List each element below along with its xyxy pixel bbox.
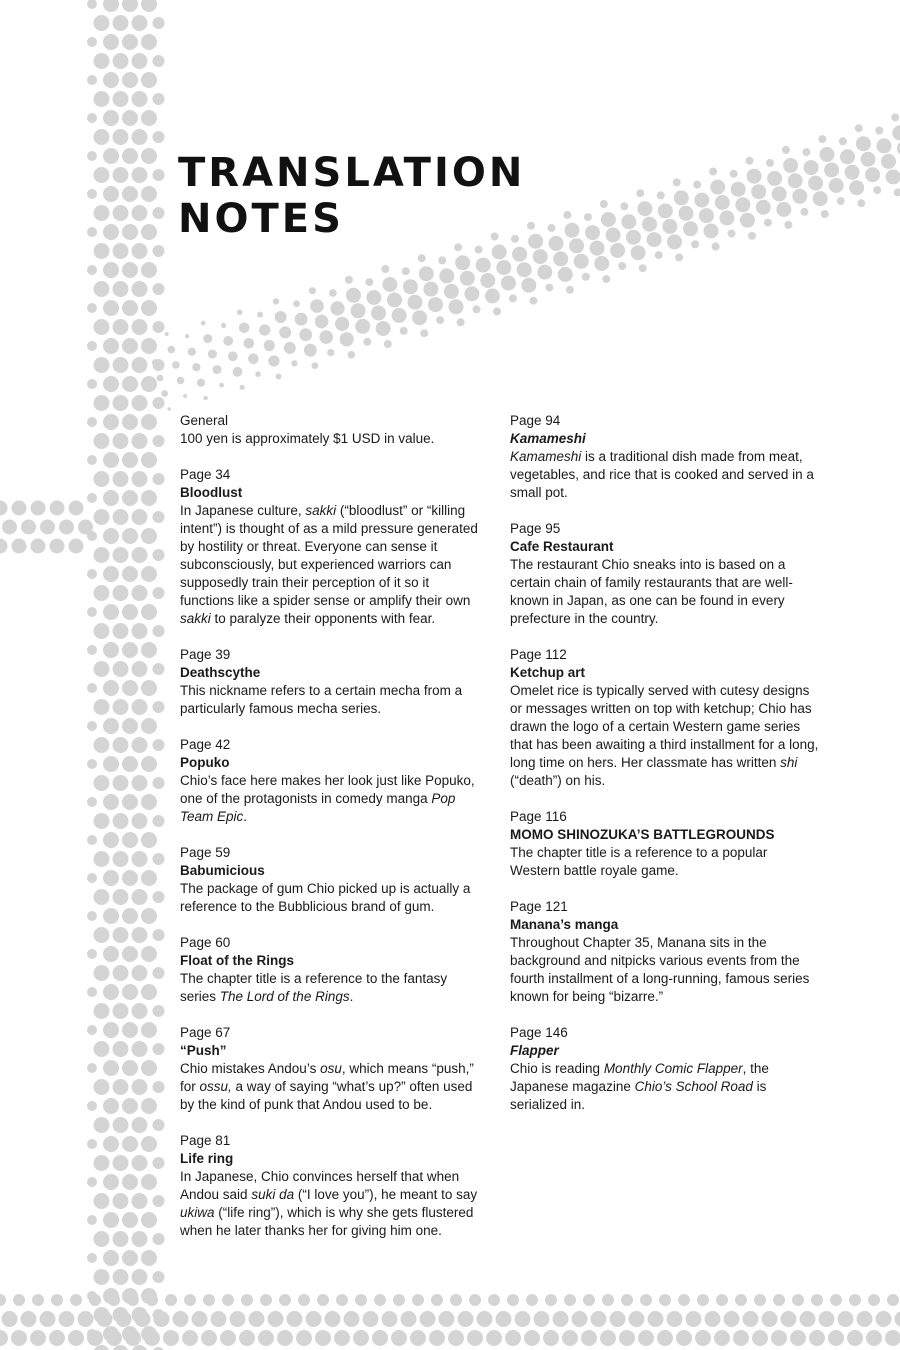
note-heading: “Push” — [180, 1043, 227, 1058]
note-page-34 — [180, 466, 485, 628]
note-page-146 — [510, 1024, 820, 1114]
note-page-60 — [180, 934, 485, 1006]
note-page-59 — [180, 844, 485, 916]
italic-term: The Lord of the Rings — [219, 989, 350, 1004]
note-page-label: Page 59 — [180, 845, 231, 860]
note-page-label: Page 116 — [510, 809, 567, 824]
note-page-label: General — [180, 413, 229, 428]
note-page-67 — [180, 1024, 485, 1114]
note-heading: Deathscythe — [180, 665, 261, 680]
note-heading: Flapper — [510, 1043, 559, 1058]
note-page-42 — [180, 736, 485, 826]
note-page-81 — [180, 1132, 485, 1240]
note-body: In Japanese culture, sakki (“bloodlust” or “killing intent”) is thought of as a mild pressure generated by hostility or threat. Everyone can sense it subconsciously, but experienced warriors can supposedly train their perception of it so it functions like a spider sense or amplify their own sakki to paralyze their opponents with fear. — [180, 503, 478, 626]
note-page-116 — [510, 808, 820, 880]
note-heading: Babumicious — [180, 863, 265, 878]
note-body: The restaurant Chio sneaks into is based on a certain chain of family restaurants that are well-known in Japan, as one can be found in every prefecture in the country. — [510, 557, 793, 626]
note-heading: Bloodlust — [180, 485, 243, 500]
note-page-label: Page 112 — [510, 647, 567, 662]
notes-column-left — [180, 412, 485, 1258]
note-page-label: Page 81 — [180, 1133, 231, 1148]
italic-term: sakki — [180, 611, 211, 626]
note-heading: Popuko — [180, 755, 230, 770]
italic-term: Kamameshi — [510, 449, 582, 464]
note-heading: Kamameshi — [510, 431, 586, 446]
note-body: Kamameshi is a traditional dish made from meat, vegetables, and rice that is cooked and served in a small pot. — [510, 449, 814, 500]
note-page-label: Page 42 — [180, 737, 231, 752]
note-page-label: Page 94 — [510, 413, 561, 428]
note-body: The chapter title is a reference to a popular Western battle royale game. — [510, 845, 768, 878]
italic-term: Pop Team Epic — [180, 791, 456, 824]
italic-term: sakki — [305, 503, 337, 518]
note-body: This nickname refers to a certain mecha from a particularly famous mecha series. — [180, 683, 463, 716]
note-page-label: Page 34 — [180, 467, 231, 482]
note-page-112 — [510, 646, 820, 790]
italic-term: osu — [320, 1061, 342, 1076]
italic-term: ukiwa — [180, 1205, 215, 1220]
note-body: Chio’s face here makes her look just like Popuko, one of the protagonists in comedy manga Pop Team Epic. — [180, 773, 475, 824]
title-line-2: NOTES — [178, 196, 344, 242]
note-page-95 — [510, 520, 820, 628]
note-page-label: Page 39 — [180, 647, 231, 662]
note-heading: Manana’s manga — [510, 917, 619, 932]
note-general — [180, 412, 485, 448]
italic-term: ossu, — [199, 1079, 232, 1094]
note-page-label: Page 67 — [180, 1025, 231, 1040]
note-body: The package of gum Chio picked up is actually a reference to the Bubblicious brand of gum. — [180, 881, 471, 914]
note-body: Omelet rice is typically served with cutesy designs or messages written on top with ketchup; Chio has drawn the logo of a certain Western game series that has been awaiting a third installment for a long, long time on hers. Her classmate has written shi (“death”) on his. — [510, 683, 819, 788]
note-page-label: Page 146 — [510, 1025, 568, 1040]
italic-term: shi — [780, 755, 798, 770]
note-heading: MOMO SHINOZUKA’S BATTLEGROUNDS — [510, 827, 775, 842]
note-heading: Cafe Restaurant — [510, 539, 614, 554]
title-line-1: TRANSLATION — [178, 150, 526, 196]
note-body: 100 yen is approximately $1 USD in value. — [180, 431, 435, 446]
note-body: Chio is reading Monthly Comic Flapper, the Japanese magazine Chio’s School Road is serialized in. — [510, 1061, 769, 1112]
note-heading: Life ring — [180, 1151, 234, 1166]
italic-term: Monthly Comic Flapper — [603, 1061, 743, 1076]
note-page-label: Page 95 — [510, 521, 561, 536]
italic-term: suki da — [251, 1187, 295, 1202]
notes-column-right — [510, 412, 820, 1132]
note-heading: Ketchup art — [510, 665, 586, 680]
note-body: Throughout Chapter 35, Manana sits in the background and nitpicks various events from the fourth installment of a long-running, famous series known for being “bizarre.” — [510, 935, 810, 1004]
note-page-39 — [180, 646, 485, 718]
note-body: Chio mistakes Andou’s osu, which means “push,” for ossu, a way of saying “what’s up?” often used by the kind of punk that Andou used to be. — [180, 1061, 474, 1112]
page-title — [178, 150, 525, 242]
note-page-94 — [510, 412, 820, 502]
italic-term: Chio’s School Road — [634, 1079, 753, 1094]
note-body: The chapter title is a reference to the fantasy series The Lord of the Rings. — [180, 971, 448, 1004]
note-page-label: Page 121 — [510, 899, 568, 914]
note-page-label: Page 60 — [180, 935, 231, 950]
note-body: In Japanese, Chio convinces herself that when Andou said suki da (“I love you”), he meant to say ukiwa (“life ring”), which is why she gets flustered when he later thanks her for giving him one. — [180, 1169, 478, 1238]
note-heading: Float of the Rings — [180, 953, 294, 968]
note-page-121 — [510, 898, 820, 1006]
